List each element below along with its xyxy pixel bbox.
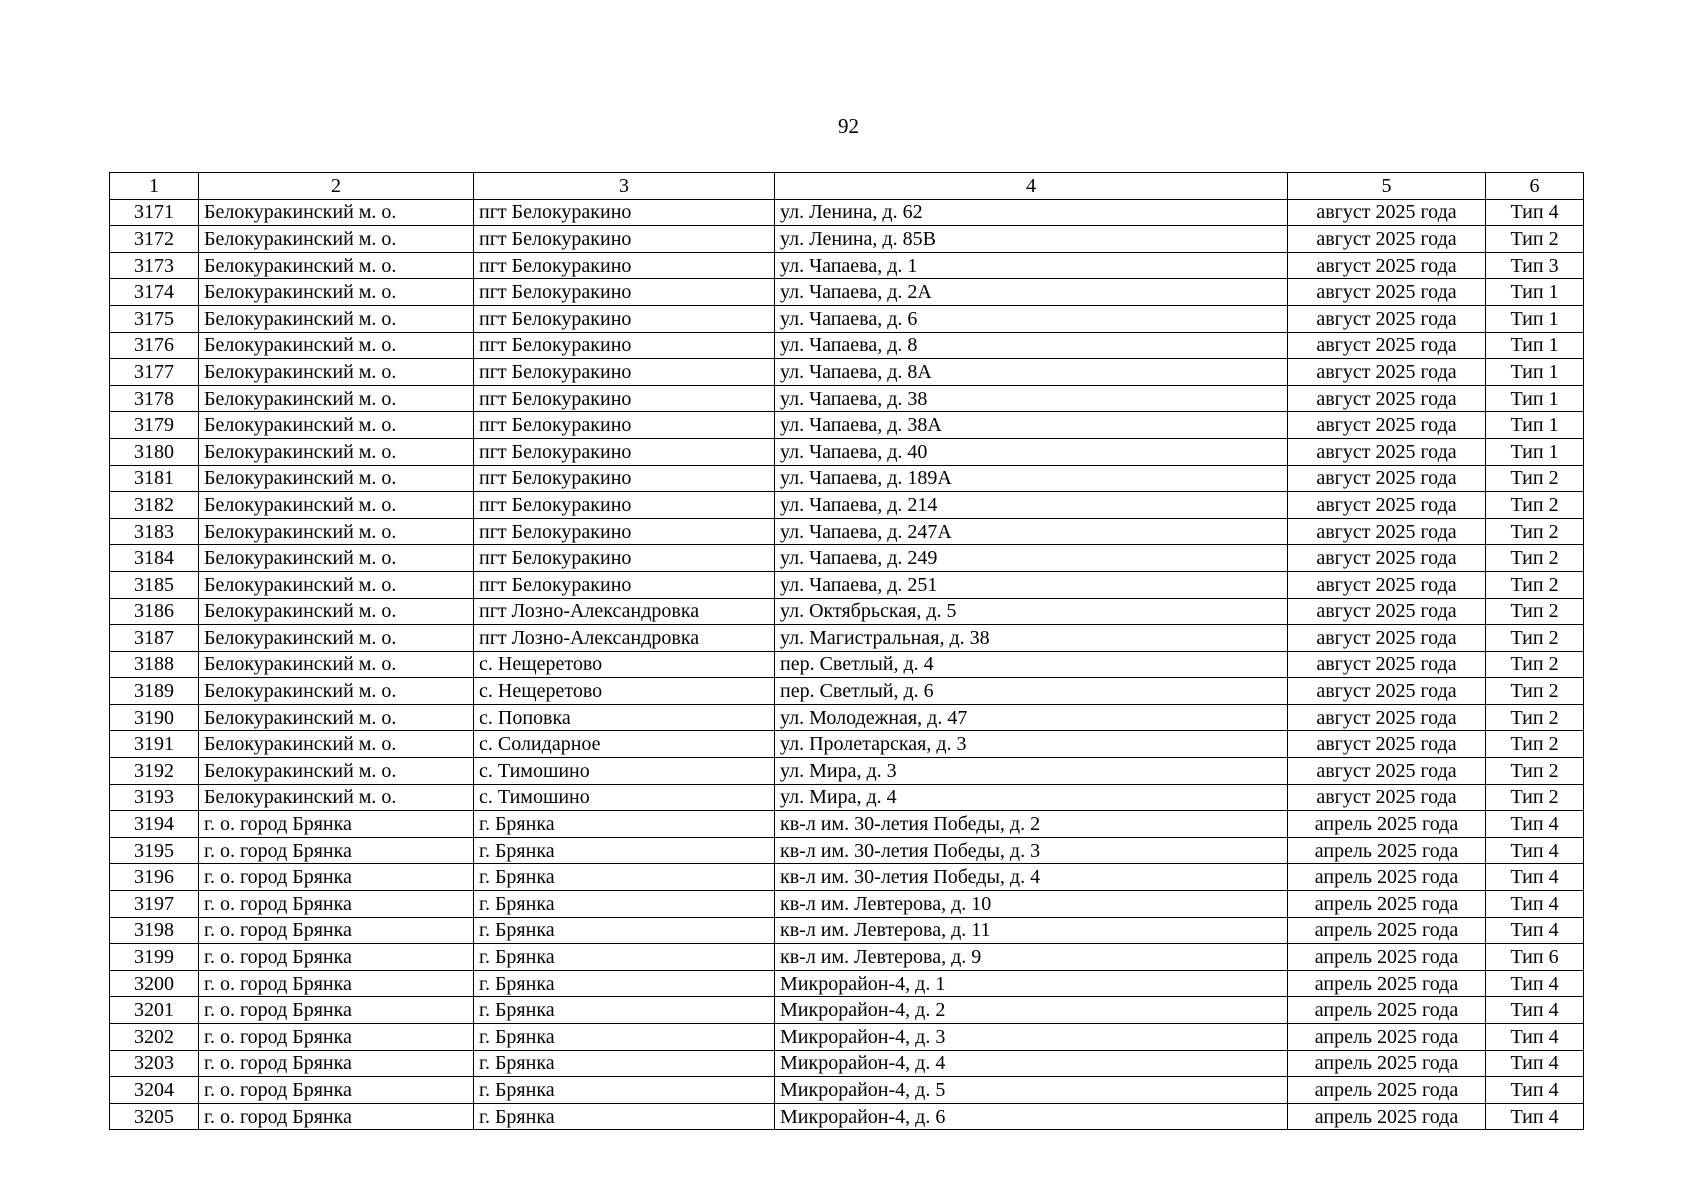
table-row xyxy=(110,226,1584,253)
settlement-cell: г. Брянка xyxy=(474,1103,775,1130)
table-row xyxy=(110,784,1584,811)
table-row xyxy=(110,518,1584,545)
row-number-cell: 3195 xyxy=(110,837,199,864)
municipality-cell: Белокуракинский м. о. xyxy=(199,385,474,412)
settlement-cell: г. Брянка xyxy=(474,811,775,838)
address-cell: Микрорайон-4, д. 5 xyxy=(775,1077,1288,1104)
row-number-cell: 3173 xyxy=(110,252,199,279)
municipality-cell: г. о. город Брянка xyxy=(199,891,474,918)
municipality-cell: Белокуракинский м. о. xyxy=(199,305,474,332)
address-cell: Микрорайон-4, д. 4 xyxy=(775,1050,1288,1077)
address-cell: Микрорайон-4, д. 3 xyxy=(775,1024,1288,1051)
municipality-cell: г. о. город Брянка xyxy=(199,970,474,997)
settlement-cell: пгт Белокуракино xyxy=(474,332,775,359)
settlement-cell: г. Брянка xyxy=(474,970,775,997)
type-cell: Тип 2 xyxy=(1486,651,1584,678)
address-cell: кв-л им. Левтерова, д. 10 xyxy=(775,891,1288,918)
settlement-cell: пгт Белокуракино xyxy=(474,438,775,465)
page-number: 92 xyxy=(838,114,859,138)
settlement-cell: пгт Белокуракино xyxy=(474,465,775,492)
type-cell: Тип 2 xyxy=(1486,731,1584,758)
row-number-cell: 3190 xyxy=(110,704,199,731)
settlement-cell: с. Поповка xyxy=(474,704,775,731)
municipality-cell: г. о. город Брянка xyxy=(199,997,474,1024)
municipality-cell: Белокуракинский м. о. xyxy=(199,492,474,519)
address-cell: ул. Мира, д. 3 xyxy=(775,758,1288,785)
date-cell: август 2025 года xyxy=(1288,385,1486,412)
type-cell: Тип 4 xyxy=(1486,1024,1584,1051)
date-cell: август 2025 года xyxy=(1288,359,1486,386)
type-cell: Тип 2 xyxy=(1486,678,1584,705)
municipality-cell: Белокуракинский м. о. xyxy=(199,252,474,279)
date-cell: август 2025 года xyxy=(1288,332,1486,359)
row-number-cell: 3175 xyxy=(110,305,199,332)
column-header-4: 4 xyxy=(775,173,1288,200)
table-header xyxy=(110,173,1584,200)
column-header-3: 3 xyxy=(474,173,775,200)
address-cell: кв-л им. Левтерова, д. 9 xyxy=(775,944,1288,971)
municipality-cell: г. о. город Брянка xyxy=(199,1077,474,1104)
row-number-cell: 3178 xyxy=(110,385,199,412)
settlement-cell: г. Брянка xyxy=(474,944,775,971)
type-cell: Тип 6 xyxy=(1486,944,1584,971)
type-cell: Тип 1 xyxy=(1486,385,1584,412)
table-row xyxy=(110,970,1584,997)
table-row xyxy=(110,731,1584,758)
settlement-cell: г. Брянка xyxy=(474,864,775,891)
municipality-cell: Белокуракинский м. о. xyxy=(199,465,474,492)
municipality-cell: Белокуракинский м. о. xyxy=(199,199,474,226)
type-cell: Тип 1 xyxy=(1486,359,1584,386)
municipality-cell: г. о. город Брянка xyxy=(199,917,474,944)
row-number-cell: 3192 xyxy=(110,758,199,785)
table-row xyxy=(110,864,1584,891)
settlement-cell: пгт Белокуракино xyxy=(474,305,775,332)
date-cell: апрель 2025 года xyxy=(1288,997,1486,1024)
settlement-cell: с. Нещеретово xyxy=(474,678,775,705)
table-row xyxy=(110,492,1584,519)
date-cell: апрель 2025 года xyxy=(1288,944,1486,971)
row-number-cell: 3172 xyxy=(110,226,199,253)
column-header-6: 6 xyxy=(1486,173,1584,200)
address-cell: ул. Ленина, д. 85В xyxy=(775,226,1288,253)
date-cell: август 2025 года xyxy=(1288,625,1486,652)
address-cell: ул. Чапаева, д. 38А xyxy=(775,412,1288,439)
type-cell: Тип 2 xyxy=(1486,784,1584,811)
address-cell: ул. Чапаева, д. 251 xyxy=(775,571,1288,598)
table-row xyxy=(110,412,1584,439)
type-cell: Тип 4 xyxy=(1486,1103,1584,1130)
table-row xyxy=(110,332,1584,359)
date-cell: август 2025 года xyxy=(1288,731,1486,758)
row-number-cell: 3186 xyxy=(110,598,199,625)
row-number-cell: 3204 xyxy=(110,1077,199,1104)
settlement-cell: пгт Белокуракино xyxy=(474,571,775,598)
settlement-cell: г. Брянка xyxy=(474,1050,775,1077)
municipality-cell: Белокуракинский м. о. xyxy=(199,678,474,705)
date-cell: апрель 2025 года xyxy=(1288,891,1486,918)
municipality-cell: Белокуракинский м. о. xyxy=(199,758,474,785)
date-cell: август 2025 года xyxy=(1288,279,1486,306)
row-number-cell: 3183 xyxy=(110,518,199,545)
type-cell: Тип 3 xyxy=(1486,252,1584,279)
address-cell: пер. Светлый, д. 4 xyxy=(775,651,1288,678)
date-cell: апрель 2025 года xyxy=(1288,917,1486,944)
address-cell: ул. Магистральная, д. 38 xyxy=(775,625,1288,652)
address-cell: ул. Чапаева, д. 38 xyxy=(775,385,1288,412)
municipality-cell: г. о. город Брянка xyxy=(199,1024,474,1051)
settlement-cell: г. Брянка xyxy=(474,1077,775,1104)
address-cell: ул. Пролетарская, д. 3 xyxy=(775,731,1288,758)
date-cell: август 2025 года xyxy=(1288,704,1486,731)
row-number-cell: 3194 xyxy=(110,811,199,838)
municipality-cell: Белокуракинский м. о. xyxy=(199,226,474,253)
address-cell: кв-л им. 30-летия Победы, д. 2 xyxy=(775,811,1288,838)
type-cell: Тип 2 xyxy=(1486,598,1584,625)
row-number-cell: 3185 xyxy=(110,571,199,598)
date-cell: апрель 2025 года xyxy=(1288,1024,1486,1051)
row-number-cell: 3197 xyxy=(110,891,199,918)
table-row xyxy=(110,252,1584,279)
row-number-cell: 3201 xyxy=(110,997,199,1024)
type-cell: Тип 4 xyxy=(1486,997,1584,1024)
municipality-cell: Белокуракинский м. о. xyxy=(199,545,474,572)
row-number-cell: 3205 xyxy=(110,1103,199,1130)
type-cell: Тип 1 xyxy=(1486,279,1584,306)
type-cell: Тип 2 xyxy=(1486,758,1584,785)
table-row xyxy=(110,891,1584,918)
table-row xyxy=(110,598,1584,625)
municipality-cell: г. о. город Брянка xyxy=(199,837,474,864)
type-cell: Тип 1 xyxy=(1486,438,1584,465)
address-cell: ул. Октябрьская, д. 5 xyxy=(775,598,1288,625)
row-number-cell: 3196 xyxy=(110,864,199,891)
municipality-cell: г. о. город Брянка xyxy=(199,811,474,838)
address-cell: ул. Молодежная, д. 47 xyxy=(775,704,1288,731)
settlement-cell: пгт Белокуракино xyxy=(474,199,775,226)
settlement-cell: г. Брянка xyxy=(474,917,775,944)
table-row xyxy=(110,279,1584,306)
address-cell: ул. Мира, д. 4 xyxy=(775,784,1288,811)
row-number-cell: 3188 xyxy=(110,651,199,678)
date-cell: август 2025 года xyxy=(1288,678,1486,705)
row-number-cell: 3189 xyxy=(110,678,199,705)
row-number-cell: 3174 xyxy=(110,279,199,306)
settlement-cell: г. Брянка xyxy=(474,997,775,1024)
municipality-cell: Белокуракинский м. о. xyxy=(199,571,474,598)
table-row xyxy=(110,704,1584,731)
type-cell: Тип 4 xyxy=(1486,917,1584,944)
address-cell: ул. Чапаева, д. 6 xyxy=(775,305,1288,332)
address-cell: Микрорайон-4, д. 2 xyxy=(775,997,1288,1024)
table-row xyxy=(110,1050,1584,1077)
address-cell: ул. Чапаева, д. 8 xyxy=(775,332,1288,359)
type-cell: Тип 1 xyxy=(1486,412,1584,439)
row-number-cell: 3203 xyxy=(110,1050,199,1077)
settlement-cell: пгт Белокуракино xyxy=(474,518,775,545)
settlement-cell: пгт Лозно-Александровка xyxy=(474,625,775,652)
settlement-cell: пгт Белокуракино xyxy=(474,279,775,306)
table-row xyxy=(110,571,1584,598)
type-cell: Тип 2 xyxy=(1486,571,1584,598)
table-row xyxy=(110,944,1584,971)
type-cell: Тип 4 xyxy=(1486,1077,1584,1104)
address-cell: кв-л им. 30-летия Победы, д. 4 xyxy=(775,864,1288,891)
date-cell: август 2025 года xyxy=(1288,545,1486,572)
table-row xyxy=(110,305,1584,332)
address-cell: кв-л им. 30-летия Победы, д. 3 xyxy=(775,837,1288,864)
table-row xyxy=(110,917,1584,944)
date-cell: август 2025 года xyxy=(1288,571,1486,598)
address-cell: ул. Чапаева, д. 249 xyxy=(775,545,1288,572)
municipality-cell: Белокуракинский м. о. xyxy=(199,332,474,359)
table-row xyxy=(110,1103,1584,1130)
municipality-cell: Белокуракинский м. о. xyxy=(199,518,474,545)
table-row xyxy=(110,1024,1584,1051)
type-cell: Тип 4 xyxy=(1486,970,1584,997)
address-cell: Микрорайон-4, д. 1 xyxy=(775,970,1288,997)
address-cell: ул. Чапаева, д. 2А xyxy=(775,279,1288,306)
column-header-1: 1 xyxy=(110,173,199,200)
date-cell: август 2025 года xyxy=(1288,492,1486,519)
row-number-cell: 3171 xyxy=(110,199,199,226)
row-number-cell: 3182 xyxy=(110,492,199,519)
table-row xyxy=(110,465,1584,492)
type-cell: Тип 2 xyxy=(1486,492,1584,519)
row-number-cell: 3200 xyxy=(110,970,199,997)
settlement-cell: пгт Белокуракино xyxy=(474,545,775,572)
date-cell: август 2025 года xyxy=(1288,252,1486,279)
date-cell: апрель 2025 года xyxy=(1288,864,1486,891)
settlement-cell: с. Тимошино xyxy=(474,758,775,785)
date-cell: апрель 2025 года xyxy=(1288,811,1486,838)
date-cell: апрель 2025 года xyxy=(1288,970,1486,997)
date-cell: август 2025 года xyxy=(1288,226,1486,253)
settlement-cell: с. Нещеретово xyxy=(474,651,775,678)
date-cell: август 2025 года xyxy=(1288,758,1486,785)
type-cell: Тип 1 xyxy=(1486,305,1584,332)
settlement-cell: г. Брянка xyxy=(474,891,775,918)
table-row xyxy=(110,1077,1584,1104)
municipality-cell: Белокуракинский м. о. xyxy=(199,359,474,386)
settlement-cell: пгт Белокуракино xyxy=(474,252,775,279)
address-cell: ул. Чапаева, д. 214 xyxy=(775,492,1288,519)
date-cell: август 2025 года xyxy=(1288,651,1486,678)
type-cell: Тип 2 xyxy=(1486,465,1584,492)
table-row xyxy=(110,651,1584,678)
row-number-cell: 3181 xyxy=(110,465,199,492)
table-row xyxy=(110,199,1584,226)
row-number-cell: 3198 xyxy=(110,917,199,944)
type-cell: Тип 4 xyxy=(1486,837,1584,864)
settlement-cell: пгт Белокуракино xyxy=(474,385,775,412)
type-cell: Тип 2 xyxy=(1486,625,1584,652)
date-cell: апрель 2025 года xyxy=(1288,1050,1486,1077)
type-cell: Тип 4 xyxy=(1486,811,1584,838)
row-number-cell: 3184 xyxy=(110,545,199,572)
address-cell: ул. Чапаева, д. 189А xyxy=(775,465,1288,492)
table-row xyxy=(110,438,1584,465)
date-cell: апрель 2025 года xyxy=(1288,837,1486,864)
row-number-cell: 3193 xyxy=(110,784,199,811)
row-number-cell: 3199 xyxy=(110,944,199,971)
table-row xyxy=(110,545,1584,572)
date-cell: август 2025 года xyxy=(1288,438,1486,465)
settlement-cell: с. Тимошино xyxy=(474,784,775,811)
settlement-cell: пгт Белокуракино xyxy=(474,412,775,439)
date-cell: август 2025 года xyxy=(1288,305,1486,332)
municipality-cell: Белокуракинский м. о. xyxy=(199,279,474,306)
housing-register-table xyxy=(109,172,1584,1130)
settlement-cell: пгт Белокуракино xyxy=(474,359,775,386)
settlement-cell: пгт Белокуракино xyxy=(474,492,775,519)
header-row xyxy=(110,173,1584,200)
row-number-cell: 3187 xyxy=(110,625,199,652)
address-cell: ул. Чапаева, д. 40 xyxy=(775,438,1288,465)
table-row xyxy=(110,811,1584,838)
column-header-2: 2 xyxy=(199,173,474,200)
municipality-cell: г. о. город Брянка xyxy=(199,864,474,891)
column-header-5: 5 xyxy=(1288,173,1486,200)
date-cell: август 2025 года xyxy=(1288,412,1486,439)
type-cell: Тип 4 xyxy=(1486,864,1584,891)
settlement-cell: пгт Лозно-Александровка xyxy=(474,598,775,625)
municipality-cell: Белокуракинский м. о. xyxy=(199,625,474,652)
municipality-cell: г. о. город Брянка xyxy=(199,944,474,971)
municipality-cell: Белокуракинский м. о. xyxy=(199,731,474,758)
row-number-cell: 3179 xyxy=(110,412,199,439)
row-number-cell: 3191 xyxy=(110,731,199,758)
type-cell: Тип 4 xyxy=(1486,891,1584,918)
row-number-cell: 3176 xyxy=(110,332,199,359)
type-cell: Тип 2 xyxy=(1486,518,1584,545)
address-cell: ул. Чапаева, д. 1 xyxy=(775,252,1288,279)
table-row xyxy=(110,997,1584,1024)
settlement-cell: г. Брянка xyxy=(474,1024,775,1051)
municipality-cell: Белокуракинский м. о. xyxy=(199,704,474,731)
table-row xyxy=(110,625,1584,652)
type-cell: Тип 1 xyxy=(1486,332,1584,359)
table-row xyxy=(110,678,1584,705)
type-cell: Тип 2 xyxy=(1486,545,1584,572)
type-cell: Тип 2 xyxy=(1486,226,1584,253)
municipality-cell: Белокуракинский м. о. xyxy=(199,784,474,811)
date-cell: август 2025 года xyxy=(1288,465,1486,492)
date-cell: апрель 2025 года xyxy=(1288,1103,1486,1130)
date-cell: апрель 2025 года xyxy=(1288,1077,1486,1104)
row-number-cell: 3202 xyxy=(110,1024,199,1051)
table-body xyxy=(110,199,1584,1130)
municipality-cell: Белокуракинский м. о. xyxy=(199,412,474,439)
municipality-cell: Белокуракинский м. о. xyxy=(199,438,474,465)
row-number-cell: 3180 xyxy=(110,438,199,465)
municipality-cell: г. о. город Брянка xyxy=(199,1103,474,1130)
date-cell: август 2025 года xyxy=(1288,518,1486,545)
address-cell: ул. Ленина, д. 62 xyxy=(775,199,1288,226)
address-cell: ул. Чапаева, д. 247А xyxy=(775,518,1288,545)
table-row xyxy=(110,837,1584,864)
address-cell: кв-л им. Левтерова, д. 11 xyxy=(775,917,1288,944)
type-cell: Тип 2 xyxy=(1486,704,1584,731)
address-cell: пер. Светлый, д. 6 xyxy=(775,678,1288,705)
settlement-cell: пгт Белокуракино xyxy=(474,226,775,253)
address-cell: ул. Чапаева, д. 8А xyxy=(775,359,1288,386)
type-cell: Тип 4 xyxy=(1486,199,1584,226)
date-cell: август 2025 года xyxy=(1288,598,1486,625)
table-row xyxy=(110,758,1584,785)
address-cell: Микрорайон-4, д. 6 xyxy=(775,1103,1288,1130)
settlement-cell: г. Брянка xyxy=(474,837,775,864)
date-cell: август 2025 года xyxy=(1288,199,1486,226)
settlement-cell: с. Солидарное xyxy=(474,731,775,758)
municipality-cell: г. о. город Брянка xyxy=(199,1050,474,1077)
type-cell: Тип 4 xyxy=(1486,1050,1584,1077)
municipality-cell: Белокуракинский м. о. xyxy=(199,598,474,625)
municipality-cell: Белокуракинский м. о. xyxy=(199,651,474,678)
date-cell: август 2025 года xyxy=(1288,784,1486,811)
row-number-cell: 3177 xyxy=(110,359,199,386)
table-row xyxy=(110,359,1584,386)
table-row xyxy=(110,385,1584,412)
